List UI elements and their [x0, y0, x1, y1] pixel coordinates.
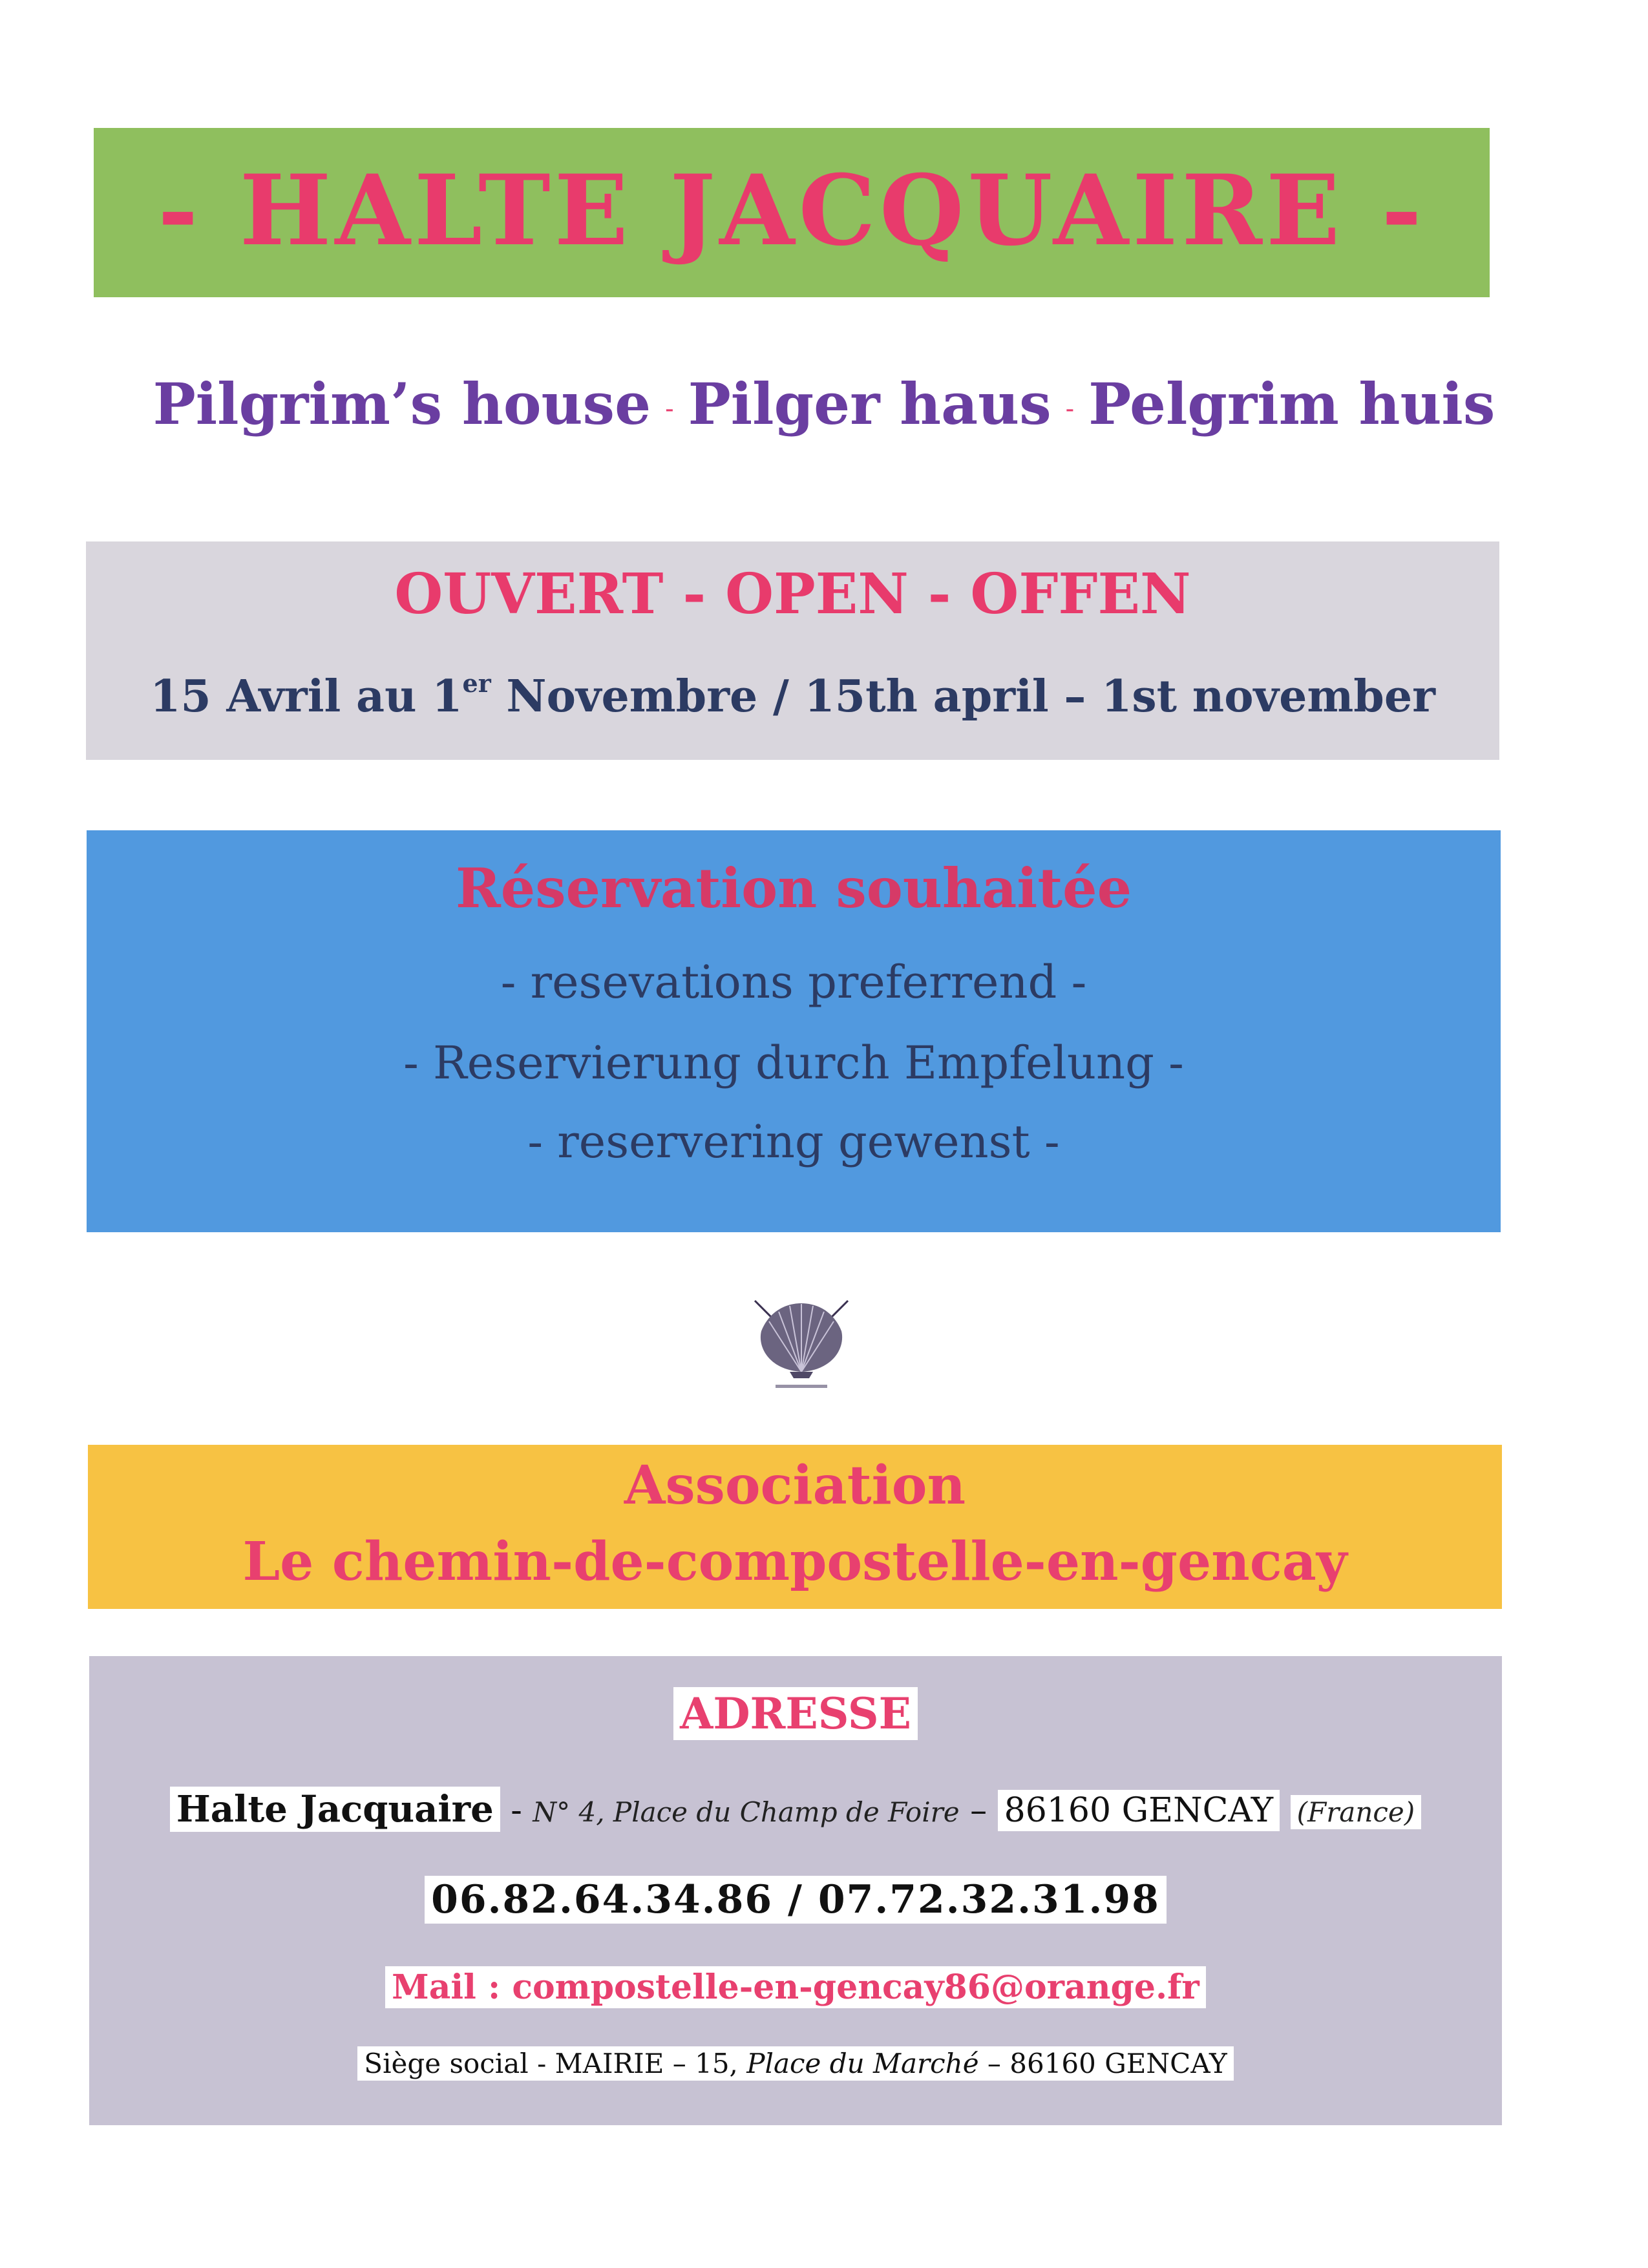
- subtitle-en: Pilgrim’s house: [153, 370, 651, 437]
- opening-dates-superscript: er: [462, 669, 491, 698]
- opening-dates: [86, 651, 1499, 729]
- address-dash: -: [500, 1791, 533, 1830]
- opening-band: [86, 541, 1499, 760]
- reservation-band: [87, 830, 1501, 1232]
- reservation-line-nl: - reservering gewenst -: [527, 1115, 1060, 1168]
- scallop-shell-icon: [750, 1296, 853, 1392]
- head-office-address: [357, 2046, 1233, 2081]
- page-title: - HALTE JACQUAIRE -: [158, 154, 1426, 268]
- head-office-part1: Siège social - MAIRIE – 15,: [364, 2048, 747, 2079]
- opening-dates-end: Novembre / 15th april – 1st november: [491, 671, 1435, 722]
- address-country: (France): [1291, 1795, 1421, 1829]
- address-band: [89, 1656, 1502, 2125]
- address-postal: 86160 GENCAY: [998, 1790, 1280, 1831]
- address-name: Halte Jacquaire: [170, 1787, 500, 1832]
- title-band: [94, 128, 1490, 297]
- address-line: [89, 1783, 1502, 1838]
- head-office-part2: – 86160 GENCAY: [978, 2048, 1227, 2079]
- subtitle-nl: Pelgrim huis: [1088, 370, 1495, 437]
- subtitle-languages: [0, 362, 1648, 451]
- association-band: [88, 1445, 1502, 1609]
- email-contact: Mail : compostelle-en-gencay86@orange.fr: [385, 1966, 1206, 2008]
- subtitle-separator: -: [1065, 394, 1075, 424]
- address-dash: –: [959, 1791, 998, 1830]
- address-heading: ADRESSE: [673, 1687, 918, 1740]
- address-street: N° 4, Place du Champ de Foire: [533, 1796, 960, 1828]
- subtitle-de: Pilger haus: [688, 370, 1051, 437]
- reservation-title: Réservation souhaitée: [455, 856, 1132, 920]
- reservation-line-en: - resevations preferrend -: [500, 956, 1087, 1009]
- head-office-place: Place du Marché: [746, 2048, 979, 2079]
- phone-numbers: 06.82.64.34.86 / 07.72.32.31.98: [425, 1876, 1167, 1924]
- opening-dates-start: 15 Avril au 1: [150, 671, 463, 722]
- reservation-line-de: - Reservierung durch Empfelung -: [403, 1036, 1184, 1089]
- association-label: Association: [624, 1454, 966, 1517]
- subtitle-separator: -: [665, 394, 674, 424]
- association-name: Le chemin-de-compostelle-en-gencay: [242, 1531, 1347, 1593]
- opening-title: OUVERT - OPEN - OFFEN: [394, 562, 1191, 627]
